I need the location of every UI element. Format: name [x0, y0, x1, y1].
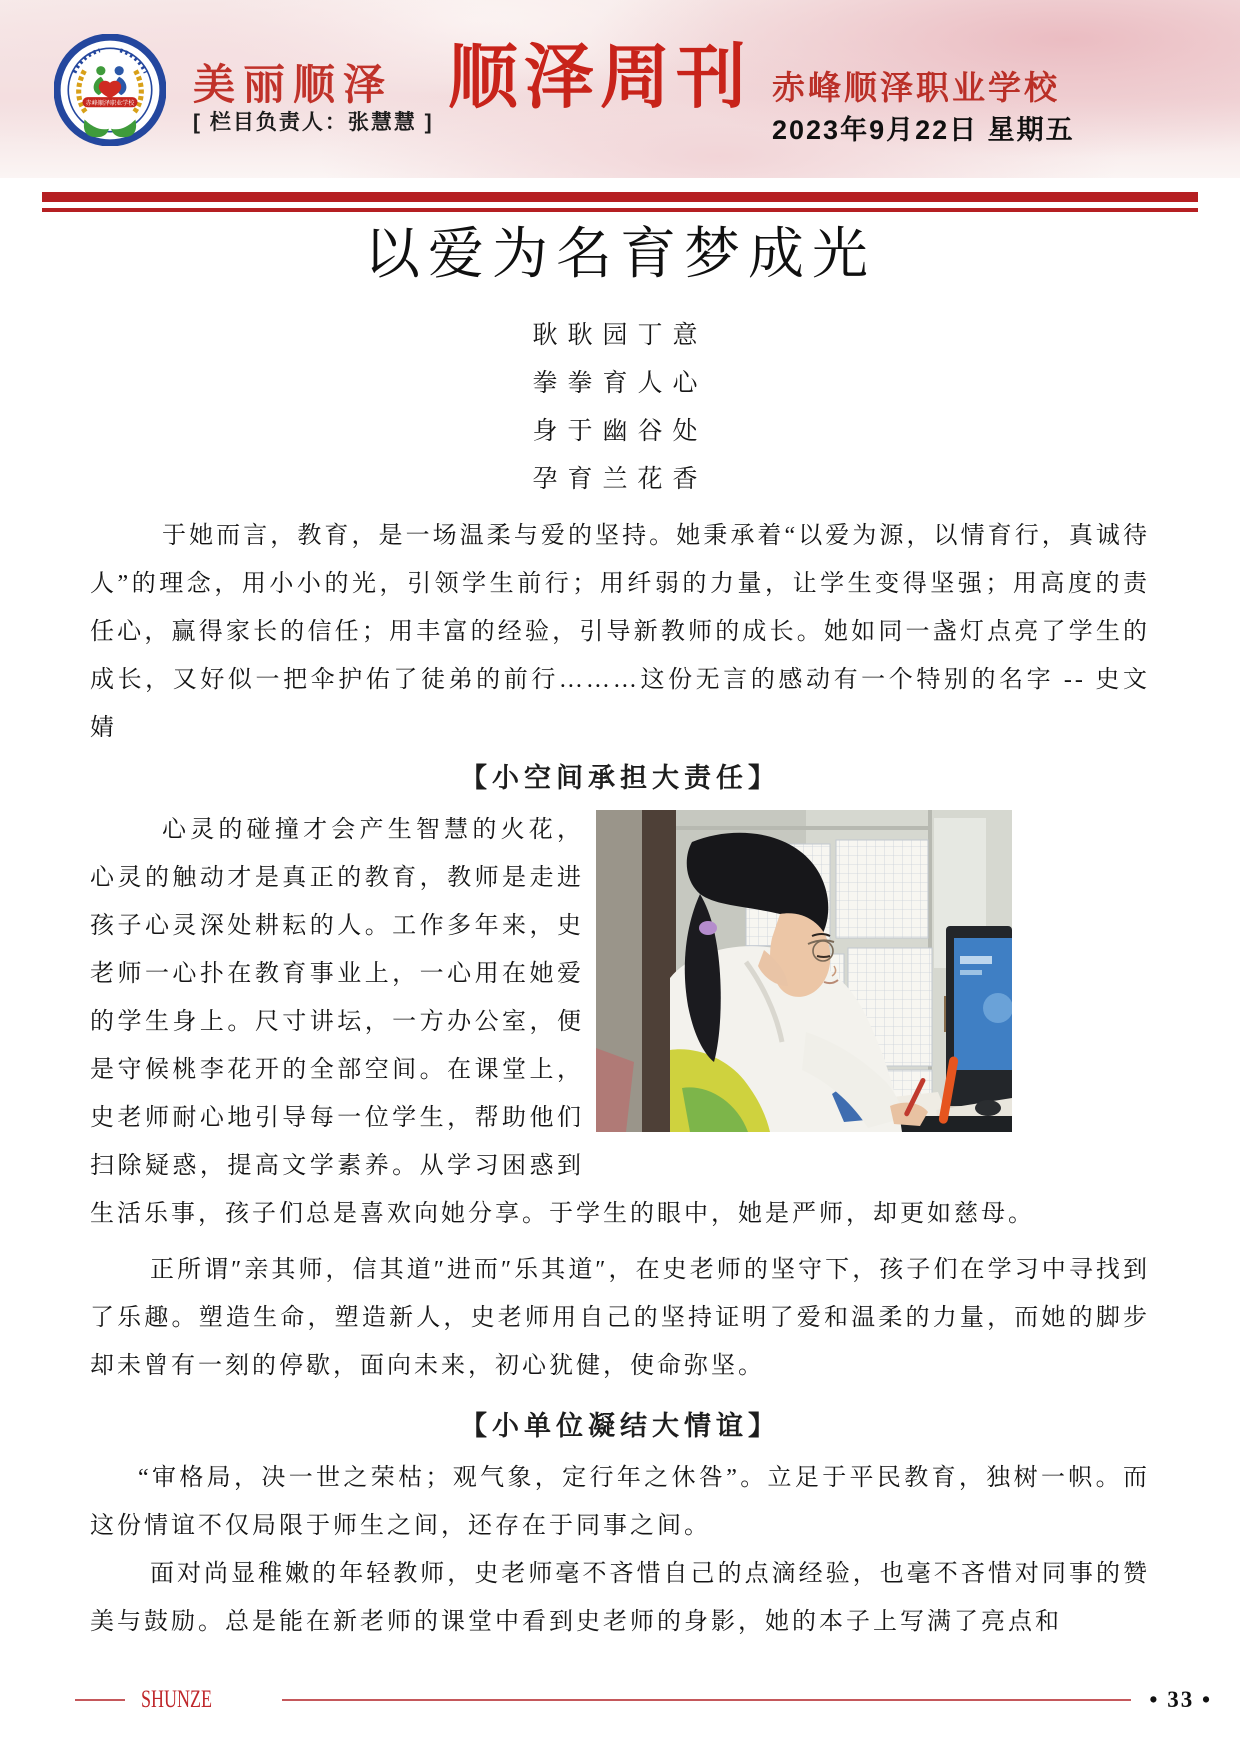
- footer-rule-long: [282, 1699, 1132, 1701]
- paragraph-intro: 于她而言，教育，是一场温柔与爱的坚持。她秉承着“以爱为源，以情育行，真诚待人”的理念，用小小的光，引领学生前行；用纤弱的力量，让学生变得坚强；用高度的责任心，赢得家长的信任；用丰富的经验，引导新教师的成长。她如同一盏灯点亮了学生的成长，又好似一把伞护佑了徒弟的前行………这份无言的感动有一个特别的名字 -- 史文婧: [90, 523, 1150, 741]
- section-heading-2: 【小单位凝结大情谊】: [460, 1411, 780, 1441]
- column-editor: [ 栏目负责人：张慧慧 ]: [193, 111, 434, 134]
- poem: [90, 312, 1150, 504]
- teacher-at-desk-photo: [596, 810, 1012, 1132]
- rule-thick: [42, 192, 1198, 202]
- section-heading-1: 【小空间承担大责任】: [460, 763, 780, 793]
- section2-paragraph-2: 面对尚显稚嫩的年轻教师，史老师毫不吝惜自己的点滴经验，也毫不吝惜对同事的赞美与鼓励。总是能在新老师的课堂中看到史老师的身影，她的本子上写满了亮点和: [90, 1561, 1150, 1635]
- column-title: 美丽顺泽: [193, 63, 394, 109]
- rule-thin: [42, 208, 1198, 212]
- double-rule-separator: [42, 192, 1198, 212]
- footer-rule-short: [75, 1699, 125, 1701]
- page-number: • 33 •: [1149, 1687, 1212, 1712]
- masthead-title: 顺泽周刊: [448, 40, 752, 117]
- school-logo-icon: [54, 34, 166, 146]
- logo-banner-text: 赤峰顺泽职业学校: [85, 99, 135, 107]
- school-name: 赤峰顺泽职业学校: [772, 71, 1060, 107]
- poem-line: 身于幽谷处: [532, 418, 708, 445]
- section1-paragraph-1: 心灵的碰撞才会产生智慧的火花，心灵的触动才是真正的教育，教师是走进孩子心灵深处耕耘的人。工作多年来，史老师一心扑在教育事业上，一心用在她爱的学生身上。尺寸讲坛，一方办公室，便是守候桃李花开的全部空间。在课堂上，史老师耐心地引导每一位学生，帮助他们扫除疑惑，提高文学素养。从学习困惑到生活乐事，孩子们总是喜欢向她分享。于学生的眼中，她是严师，却更如慈母。: [90, 817, 1035, 1227]
- section1-paragraph-2: 正所谓″亲其师，信其道″进而″乐其道″，在史老师的坚守下，孩子们在学习中寻找到了乐趣。塑造生命，塑造新人，史老师用自己的坚持证明了爱和温柔的力量，而她的脚步却未曾有一刻的停歇，面向未来，初心犹健，使命弥坚。: [90, 1257, 1150, 1379]
- issue-date: 2023年9月22日 星期五: [772, 115, 1075, 145]
- article-title: 以爱为名育梦成光: [364, 224, 876, 286]
- masthead-header: [0, 0, 1240, 178]
- page-footer: [75, 1686, 1212, 1714]
- footer-brand: SHUNZE: [141, 1686, 212, 1713]
- article-body: [90, 220, 1150, 1646]
- poem-line: 孕育兰花香: [532, 466, 708, 493]
- poem-line: 拳拳育人心: [532, 370, 708, 397]
- section2-paragraph-1: “审格局，决一世之荣枯；观气象，定行年之休咎”。立足于平民教育，独树一帜。而这份情谊不仅局限于师生之间，还存在于同事之间。: [90, 1465, 1150, 1539]
- poem-line: 耿耿园丁意: [532, 322, 708, 349]
